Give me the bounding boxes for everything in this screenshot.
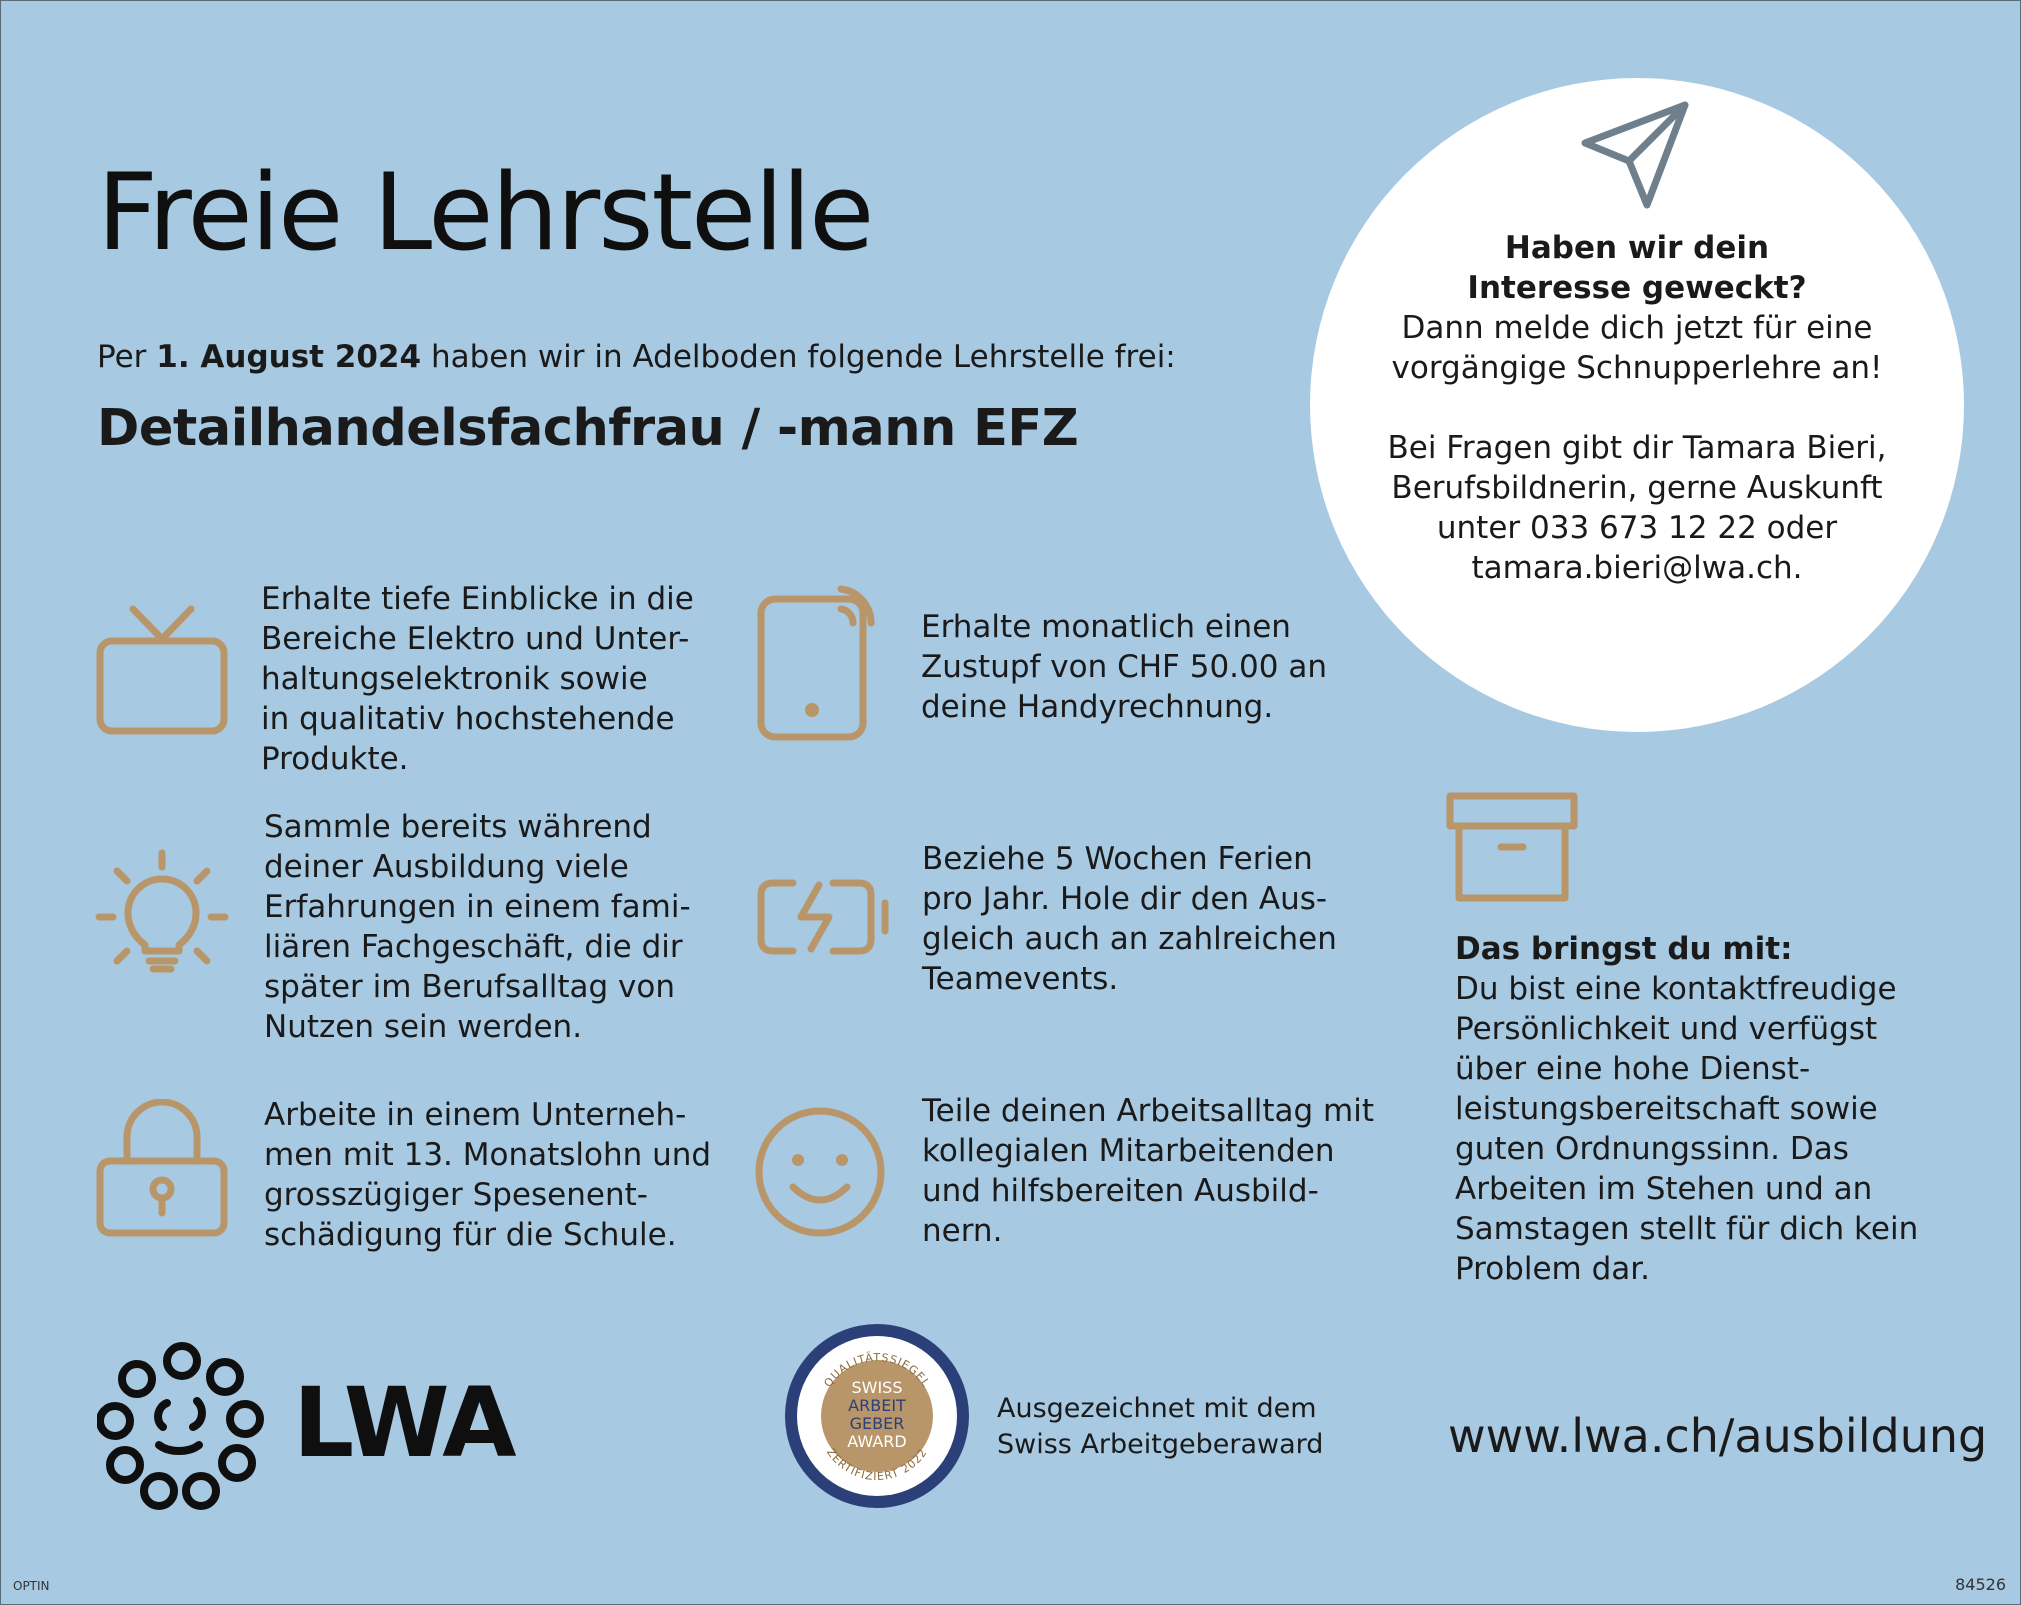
feature-line: liären Fachgeschäft, die dir <box>264 929 683 965</box>
seal-line: SWISS <box>851 1378 903 1397</box>
feature-line: Erfahrungen in einem fami- <box>264 889 691 925</box>
feature-line: Produkte. <box>261 741 409 777</box>
feature-line: deine Handyrechnung. <box>921 689 1274 725</box>
tv-icon <box>95 601 229 737</box>
requirements-heading: Das bringst du mit: <box>1455 931 1793 967</box>
award-seal <box>782 1321 972 1511</box>
smiley-icon <box>753 1105 887 1239</box>
feature-1 <box>261 579 694 779</box>
feature-line: Erhalte tiefe Einblicke in die <box>261 581 694 617</box>
battery-icon <box>755 877 891 957</box>
feature-line: Zustupf von CHF 50.00 an <box>921 649 1327 685</box>
requirements-line: Persönlichkeit und verfügst <box>1455 1011 1878 1047</box>
lwa-logo-mark <box>97 1341 267 1511</box>
award-caption <box>997 1391 1323 1463</box>
feature-line: men mit 13. Monatslohn und <box>264 1137 712 1173</box>
feature-line: nern. <box>922 1213 1003 1249</box>
contact-questions: Berufsbildnerin, gerne Auskunft <box>1391 470 1883 506</box>
feature-line: Teamevents. <box>922 961 1119 997</box>
contact-text <box>1310 228 1964 588</box>
requirements-line: guten Ordnungssinn. Das <box>1455 1131 1849 1167</box>
award-line: Swiss Arbeitgeberaward <box>997 1429 1324 1460</box>
position-title: Detailhandelsfachfrau / -mann EFZ <box>97 399 1079 458</box>
feature-line: Bereiche Elektro und Unter- <box>261 621 690 657</box>
website-link[interactable]: www.lwa.ch/ausbildung <box>1448 1409 1988 1463</box>
archive-box-icon <box>1445 791 1579 903</box>
intro-suffix: haben wir in Adelboden folgende Lehrstelle frei: <box>430 339 1176 375</box>
feature-line: pro Jahr. Hole dir den Aus- <box>922 881 1328 917</box>
feature-5 <box>264 1095 711 1255</box>
seal-line: GEBER <box>849 1414 905 1433</box>
lock-icon <box>95 1099 229 1239</box>
requirements-line: leistungsbereitschaft sowie <box>1455 1091 1878 1127</box>
award-line: Ausgezeichnet mit dem <box>997 1393 1317 1424</box>
intro-prefix: Per <box>97 339 147 375</box>
requirements <box>1455 929 1918 1289</box>
feature-3 <box>264 807 691 1047</box>
contact-headline: Interesse geweckt? <box>1467 270 1807 306</box>
contact-questions: Bei Fragen gibt dir Tamara Bieri, <box>1387 430 1887 466</box>
lightbulb-icon <box>95 849 229 973</box>
seal-line: ARBEIT <box>848 1396 906 1415</box>
feature-line: und hilfsbereiten Ausbild- <box>922 1173 1319 1209</box>
contact-phone: unter 033 673 12 22 oder <box>1436 510 1838 546</box>
contact-body: Dann melde dich jetzt für eine <box>1401 310 1873 346</box>
requirements-line: Problem dar. <box>1455 1251 1651 1287</box>
seal-line: AWARD <box>847 1432 907 1451</box>
requirements-line: Arbeiten im Stehen und an <box>1455 1171 1873 1207</box>
feature-line: Nutzen sein werden. <box>264 1009 583 1045</box>
contact-email: tamara.bieri@lwa.ch. <box>1471 550 1803 586</box>
left-code: OPTIN <box>13 1579 50 1593</box>
feature-line: Sammle bereits während <box>264 809 652 845</box>
feature-4 <box>922 839 1337 999</box>
contact-body: vorgängige Schnupperlehre an! <box>1391 350 1883 386</box>
feature-line: kollegialen Mitarbeitenden <box>922 1133 1335 1169</box>
intro-date: 1. August 2024 <box>156 339 422 375</box>
intro-text <box>97 339 1176 375</box>
feature-line: gleich auch an zahlreichen <box>922 921 1337 957</box>
feature-line: Arbeite in einem Unterneh- <box>264 1097 687 1133</box>
requirements-line: Du bist eine kontaktfreudige <box>1455 971 1897 1007</box>
feature-line: haltungselektronik sowie <box>261 661 648 697</box>
right-code: 84526 <box>1955 1575 2006 1594</box>
feature-line: grosszügiger Spesenent- <box>264 1177 648 1213</box>
feature-line: Beziehe 5 Wochen Ferien <box>922 841 1313 877</box>
feature-2 <box>921 607 1327 727</box>
contact-headline: Haben wir dein <box>1504 230 1770 266</box>
page-title: Freie Lehrstelle <box>97 151 873 274</box>
feature-line: Erhalte monatlich einen <box>921 609 1291 645</box>
feature-line: deiner Ausbildung viele <box>264 849 629 885</box>
seal-top-text: QUALITÄTSSIEGEL <box>821 1350 933 1390</box>
seal-bottom-text: ZERTIFIZIERT 2022 <box>824 1445 930 1484</box>
logo-wordmark: LWA <box>293 1367 514 1479</box>
smartphone-icon <box>755 585 875 743</box>
requirements-line: über eine hohe Dienst- <box>1455 1051 1811 1087</box>
feature-line: schädigung für die Schule. <box>264 1217 677 1253</box>
requirements-line: Samstagen stellt für dich kein <box>1455 1211 1919 1247</box>
feature-6 <box>922 1091 1374 1251</box>
feature-line: Teile deinen Arbeitsalltag mit <box>922 1093 1374 1129</box>
feature-line: später im Berufsalltag von <box>264 969 675 1005</box>
feature-line: in qualitativ hochstehende <box>261 701 675 737</box>
paper-plane-icon <box>1579 101 1691 211</box>
